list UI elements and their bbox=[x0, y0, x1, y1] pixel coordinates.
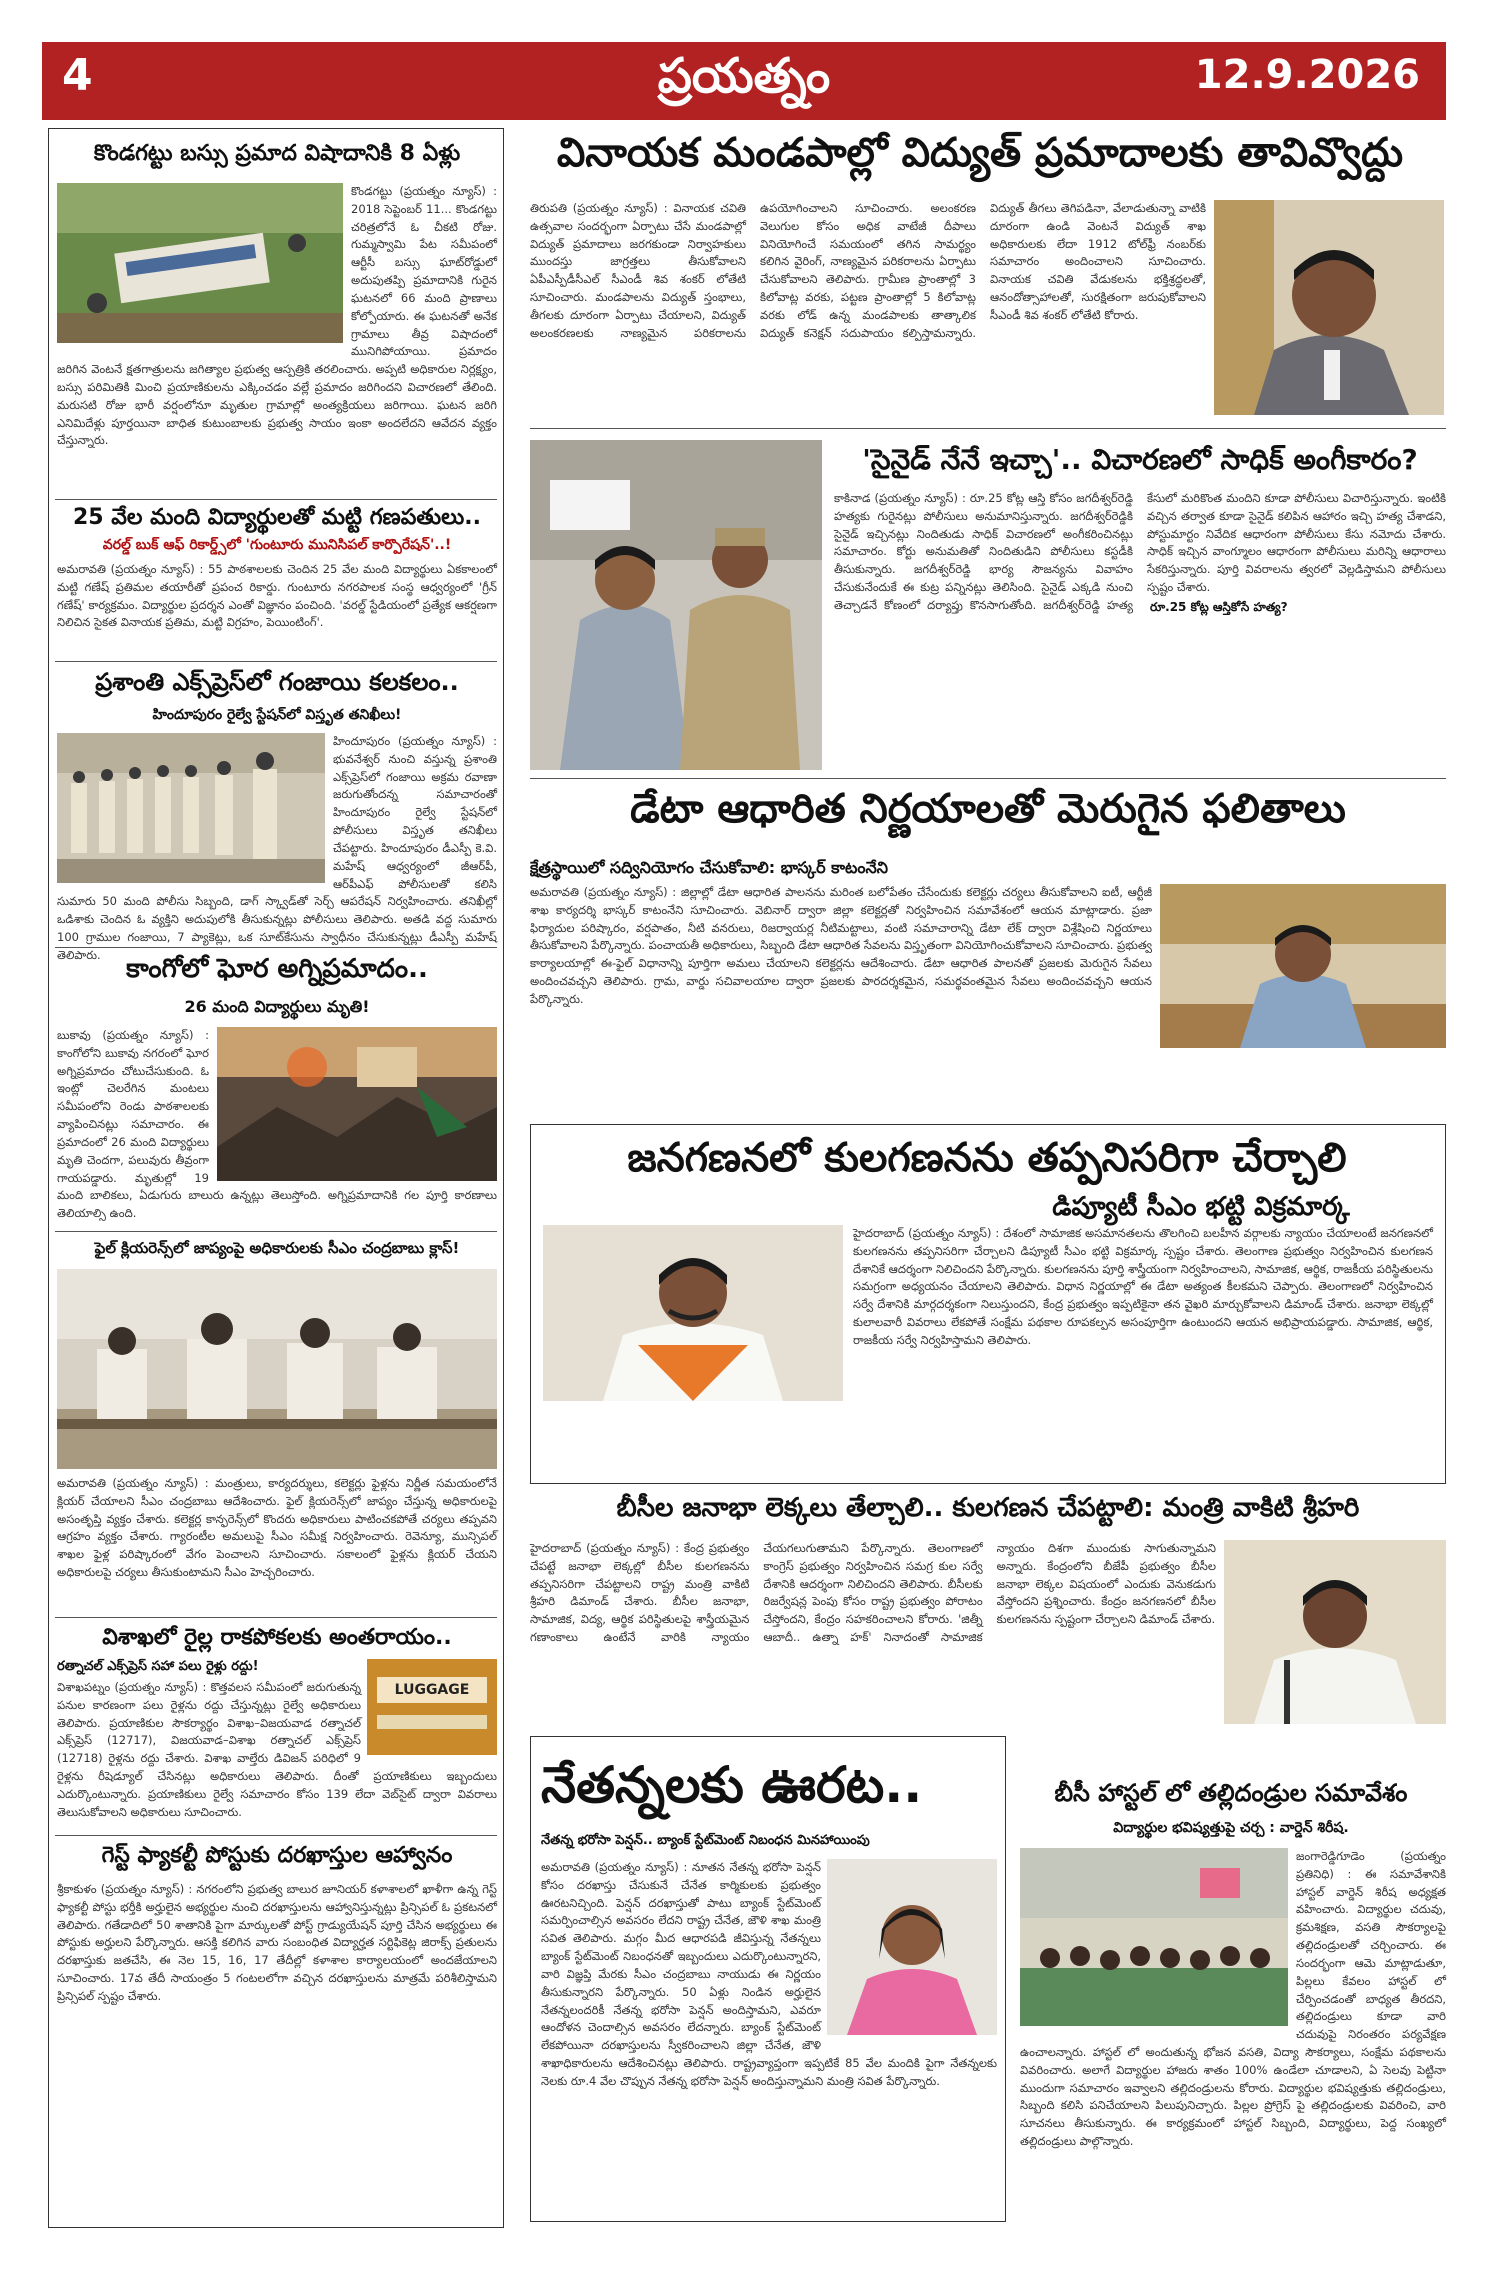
photo-cmd-portrait bbox=[1214, 200, 1444, 415]
luggage-sign-text: LUGGAGE bbox=[377, 1677, 487, 1703]
body-bc-hostel: జంగారెడ్డిగూడెం (ప్రయత్నం ప్రతినిధి) : ఈ సమావేశానికి హాస్టల్ వార్డెన్ శిరీష అధ్యక్షత వహించారు. విద్యార్థుల చదువు, క్రమశిక్షణ, వసతి సౌకర్యాలపై తల్లిదండ్రులతో చర్చించారు. ఈ సందర్భంగా ఆమె మాట్లాడుతూ, పిల్లలు కేవలం హాస్టల్ లో చేర్పించడంతో బాధ్యత తీరదని, తల్లిదండ్రులు కూడా వారి చదువుపై నిరంతరం పర్యవేక్షణ ఉంచాలన్నారు. హాస్టల్ లో అందుతున్న భోజన వసతి, విద్యా సౌకర్యాలు, సంక్షేమ పథకాలను వివరించారు. అలాగే విద్యార్థుల హాజరు శాతం 100% ఉండేలా చూడాలని, ఏ సెలవు పెట్టినా ముందుగా సమాచారం ఇవ్వాలని తల్లిదండ్రులను కోరారు. విద్యార్థుల భవిష్యత్తుకు తల్లిదండ్రులు, సిబ్బంది కలిసి పనిచేయాలని పిలుపునిచ్చారు. పిల్లల ప్రోగ్రెస్ పై తల్లిదండ్రులకు వివరించి, వారి సూచనలు తీసుకున్నారు. ఈ కార్యక్రమంలో హాస్టల్ సిబ్బంది, విద్యార్థులు, పెద్ద సంఖ్యలో తల్లిదండ్రులు పాల్గొన్నారు. bbox=[1020, 1849, 1446, 2148]
headline-clay-ganesha: 25 వేల మంది విద్యార్థులతో మట్టి గణపతులు.. bbox=[73, 505, 481, 530]
headline-kondagattu: కొండగట్టు బస్సు ప్రమాద విషాదానికి 8 ఏళ్లు bbox=[93, 141, 461, 166]
headline-weavers: నేతన్నలకు ఊరట.. bbox=[541, 1756, 923, 1814]
subhead-caste-census: డిప్యూటీ సీఎం భట్టి విక్రమార్క bbox=[1052, 1192, 1350, 1222]
body-file-clearance: అమరావతి (ప్రయత్నం న్యూస్) : మంత్రులు, కార్యదర్శులు, కలెక్టర్లు ఫైళ్లను నిర్ణీత సమయంలోనే క్లియర్ చేయాలని సీఎం చంద్రబాబు ఆదేశించారు. ఫైల్ క్లియరెన్స్‌లో జాప్యం చేస్తున్న అధికారులపై అసంతృప్తి వ్యక్తం చేశారు. కలెక్టర్ల కాన్ఫరెన్స్‌లో కొందరు అధికారులు పాటించకపోతే చర్యలు తప్పవని ఆగ్రహం వ్యక్తం చేశారు. గ్యారంటీల అమలుపై సీఎం సమీక్ష నిర్వహించారు. రెవెన్యూ, మున్సిపల్ శాఖల ఫైళ్ల పరిష్కారంలో వేగం పెంచాలని సూచించారు. సకాలంలో ఫైళ్లను క్లియర్ చేయని అధికారులపై చర్యలు తీసుకుంటామని సీఎం హెచ్చరించారు. bbox=[57, 1476, 497, 1580]
subhead-vizag-trains: రత్నాచల్ ఎక్స్‌ప్రెస్ సహా పలు రైళ్లు రద్దు! bbox=[57, 1659, 259, 1674]
headline-caste-census: జనగణనలో కులగణనను తప్పనిసరిగా చేర్చాలి bbox=[627, 1135, 1347, 1181]
headline-cyanide: 'సైనైడ్ నేనే ఇచ్చా'.. విచారణలో సాధిక్ అంగీకారం? bbox=[862, 443, 1418, 476]
photo-cm-meeting bbox=[57, 1269, 497, 1469]
subhead-bc-hostel: విద్యార్థుల భవిష్యత్తుపై చర్చ : వార్డెన్ శిరీష. bbox=[1113, 1820, 1349, 1836]
headline-ganja: ప్రశాంతి ఎక్స్‌ప్రెస్‌లో గంజాయి కలకలం.. bbox=[95, 668, 459, 696]
body-bc-census: హైదరాబాద్ (ప్రయత్నం న్యూస్) : కేంద్ర ప్రభుత్వం చేపట్టే జనాభా లెక్కల్లో బీసీల కులగణనను తప్పనిసరిగా చేపట్టాలని రాష్ట్ర మంత్రి వాకిటి శ్రీహరి డిమాండ్ చేశారు. బీసీల జనాభా, సామాజిక, విద్య, ఆర్థిక పరిస్థితులపై శాస్త్రీయమైన గణాంకాలు ఉంటేనే వారికి న్యాయం చేయగలుగుతామని పేర్కొన్నారు. తెలంగాణలో కాంగ్రెస్ ప్రభుత్వం నిర్వహించిన సమగ్ర కుల సర్వే దేశానికి ఆదర్శంగా నిలిచిందని తెలిపారు. బీసీలకు రిజర్వేషన్ల పెంపు కోసం రాష్ట్ర ప్రభుత్వం పోరాటం చేస్తోందని, కేంద్రం సహకరించాలని కోరారు. 'జిత్నీ ఆబాదీ.. ఉత్నా హక్' నినాదంతో సామాజిక న్యాయం దిశగా ముందుకు సాగుతున్నామని అన్నారు. కేంద్రంలోని బీజేపీ ప్రభుత్వం బీసీల జనాభా లెక్కల విషయంలో ఎందుకు వెనుకడుగు వేస్తోందని ప్రశ్నించారు. కేంద్రం జనగణనలో బీసీల కులగణనను స్పష్టంగా చేర్చాలని డిమాండ్ చేశారు. bbox=[530, 1541, 1216, 1645]
headline-data-decisions: డేటా ఆధారిత నిర్ణయాలతో మెరుగైన ఫలితాలు bbox=[630, 786, 1346, 832]
subhead-clay-ganesha: వరల్డ్ బుక్ ఆఫ్ రికార్డ్స్‌లో 'గుంటూరు మునిసిపల్ కార్పొరేషన్'..! bbox=[102, 537, 452, 553]
body-kondagattu: కొండగట్టు (ప్రయత్నం న్యూస్) : 2018 సెప్టెంబర్ 11... కొండగట్టు చరిత్రలోనే ఓ చీకటి రోజు. గుమ్మస్వామి పేట సమీపంలో ఆర్టీసీ బస్సు ఘాట్‌రోడ్డులో అదుపుతప్పి ప్రమాదానికి గురైన ఘటనలో 66 మంది ప్రాణాలు కోల్పోయారు. ఈ ఘటనతో అనేక గ్రామాలు తీవ్ర విషాదంలో మునిగిపోయాయి. ప్రమాదం జరిగిన వెంటనే క్షతగాత్రులను జగిత్యాల ప్రభుత్వ ఆస్పత్రికి తరలించారు. అప్పటి అధికారుల నిర్లక్ష్యం, బస్సు పరిమితికి మించి ప్రయాణికులను ఎక్కించడం వల్లే ప్రమాదం జరిగిందని విచారణలో తేలింది. మరుసటి రోజు భారీ వర్షంలోనూ మృతుల గ్రామాల్లో అంత్యక్రియలు జరిగాయి. ఘటన జరిగి ఎనిమిదేళ్లు పూర్తయినా బాధిత కుటుంబాలకు ప్రభుత్వ సాయం ఇంకా అందలేదని ఆవేదన వ్యక్తం చేస్తున్నారు. bbox=[57, 184, 497, 448]
photo-accused-police bbox=[530, 440, 822, 770]
issue-date: 12.9.2026 bbox=[1194, 52, 1420, 98]
body-guest-faculty: శ్రీకాకుళం (ప్రయత్నం న్యూస్) : నగరంలోని ప్రభుత్వ బాలుర జూనియర్ కళాశాలలో ఖాళీగా ఉన్న గెస్ట్ ఫ్యాకల్టీ పోస్టు భర్తీకి అర్హులైన అభ్యర్థుల నుంచి దరఖాస్తులను ఆహ్వానిస్తున్నట్లు ప్రిన్సిపల్ ఓ ప్రకటనలో తెలిపారు. గతేడాదిలో 50 శాతానికి పైగా మార్కులతో పోస్ట్ గ్రాడ్యుయేషన్ పూర్తి చేసిన అభ్యర్థులు ఈ పోస్టుకు అర్హులని పేర్కొన్నారు. ఆసక్తి కలిగిన వారు సంబంధిత విద్యార్హత సర్టిఫికెట్ల జిరాక్స్ ప్రతులను దరఖాస్తుకు జతచేసి, ఈ నెల 15, 16, 17 తేదీల్లో కళాశాల కార్యాలయంలో అందజేయాలని సూచించారు. 17వ తేదీ సాయంత్రం 5 గంటలలోగా వచ్చిన దరఖాస్తులను మాత్రమే పరిశీలిస్తామని ప్రిన్సిపల్ స్పష్టం చేశారు. bbox=[57, 1882, 497, 2003]
headline-guest-faculty: గెస్ట్ ఫ్యాకల్టీ పోస్టుకు దరఖాస్తుల ఆహ్వానం bbox=[101, 1843, 453, 1868]
page-number: 4 bbox=[62, 50, 93, 101]
photo-vakiti-srihari bbox=[1224, 1540, 1446, 1724]
body-congo-fire: బుకావు (ప్రయత్నం న్యూస్) : కాంగోలోని బుకావు నగరంలో ఘోర అగ్నిప్రమాదం చోటుచేసుకుంది. ఓ ఇంట్లో చెలరేగిన మంటలు సమీపంలోని రెండు పాఠశాలలకు వ్యాపించినట్లు సమాచారం. ఈ ప్రమాదంలో 26 మంది విద్యార్థులు మృతి చెందగా, పలువురు తీవ్రంగా గాయపడ్డారు. మృతుల్లో 19 మంది బాలికలు, ఏడుగురు బాలురు ఉన్నట్లు తెలుస్తోంది. అగ్నిప్రమాదానికి గల పూర్తి కారణాలు తెలియాల్సి ఉంది. bbox=[57, 1028, 497, 1221]
masthead bbox=[42, 42, 1446, 120]
body-vinayaka-electric: తిరుపతి (ప్రయత్నం న్యూస్) : వినాయక చవితి ఉత్సవాల సందర్భంగా ఏర్పాటు చేసే మండపాల్లో విద్యుత్ ప్రమాదాలు జరగకుండా నిర్వాహకులు ముందస్తు జాగ్రత్తలు తీసుకోవాలని ఏపీఎస్పీడీసీఎల్ సీఎండీ శివ శంకర్ లోతేటి సూచించారు. మండపాలను విద్యుత్ స్తంభాలు, తీగలకు దూరంగా ఏర్పాటు చేయాలని, విద్యుత్ అలంకరణలకు నాణ్యమైన పరికరాలను ఉపయోగించాలని సూచించారు. అలంకరణ వెలుగుల కోసం అధిక వాటేజీ దీపాలు వినియోగించే సమయంలో తగిన సామర్థ్యం కలిగిన వైరింగ్, నాణ్యమైన పరికరాలను ఏర్పాటు చేసుకోవాలని తెలిపారు. గ్రామీణ ప్రాంతాల్లో 3 కిలోవాట్ల వరకు, పట్టణ ప్రాంతాల్లో 5 కిలోవాట్ల వరకు లోడ్ ఉన్న మండపాలకు తాత్కాలిక విద్యుత్ కనెక్షన్ సదుపాయం కల్పిస్తామన్నారు. విద్యుత్ తీగలు తెగిపడినా, వేలాడుతున్నా వాటికి దూరంగా ఉండి వెంటనే విద్యుత్ శాఖ అధికారులకు లేదా 1912 టోల్‌ఫ్రీ నంబర్‌కు సమాచారం అందించాలని సూచించారు. వినాయక చవితి వేడుకలను భక్తిశ్రద్ధలతో, ఆనందోత్సాహాలతో, సురక్షితంగా జరుపుకోవాలని సీఎండీ శివ శంకర్ లోతేటి కోరారు. bbox=[530, 201, 1206, 340]
box-caste-census bbox=[530, 1124, 1446, 1484]
body-data-decisions: అమరావతి (ప్రయత్నం న్యూస్) : జిల్లాల్లో డేటా ఆధారిత పాలనను మరింత బలోపేతం చేసేందుకు కలెక్టర్లు చర్యలు తీసుకోవాలని ఐటీ, ఆర్టీజీ శాఖ కార్యదర్శి భాస్కర్ కాటంనేని సూచించారు. వెబినార్‌ ద్వారా జిల్లా కలెక్టర్లతో నిర్వహించిన సమావేశంలో ఆయన మాట్లాడారు. ప్రజా ఫిర్యాదుల పరిష్కారం, వర్షపాతం, నీటి వనరులు, రిజర్వాయర్ల నీటిమట్టాలు, వంటి సమాచారాన్ని డేటా లేక్ ద్వారా విశ్లేషించి నిర్ణయాలు తీసుకోవాలని పేర్కొన్నారు. పంచాయతీ అధికారులు, సిబ్బంది డేటా ఆధారిత సేవలను విస్తృతంగా వినియోగించుకోవాలని సూచించారు. ప్రభుత్వ కార్యాలయాల్లో ఈ-ఫైల్ విధానాన్ని పూర్తిగా అమలు చేయాలని కలెక్టర్లను ఆదేశించారు. డేటా ఆధారిత పాలనతో ప్రజలకు మెరుగైన సేవలు అందించవచ్చని తెలిపారు. గ్రామ, వార్డు సచివాలయాల ద్వారా ప్రజలకు పారదర్శకమైన, సమర్థవంతమైన సేవలు అందించవచ్చని ఆయన పేర్కొన్నారు. bbox=[530, 885, 1152, 1006]
subhead-congo-fire: 26 మంది విద్యార్థులు మృతి! bbox=[184, 997, 370, 1016]
subhead-data-decisions: క్షేత్రస్థాయిలో సద్వినియోగం చేసుకోవాలి: భాస్కర్ కాటంనేని bbox=[530, 858, 888, 877]
body-cyanide: కాకినాడ (ప్రయత్నం న్యూస్) : రూ.25 కోట్ల ఆస్తి కోసం జగదీశ్వర్‌రెడ్డి హత్యకు గురైనట్లు పోలీసులు అనుమానిస్తున్నారు. జగదీశ్వర్‌రెడ్డికి సైనైడ్ ఇచ్చినట్లు నిందితుడు సాధిక్ విచారణలో అంగీకరించినట్లు సమాచారం. కోర్టు అనుమతితో నిందితుడిని పోలీసులు కస్టడీకి తీసుకున్నారు. జగదీశ్వర్‌రెడ్డి భార్య సౌజన్యను వివాహం చేసుకునేందుకే ఈ కుట్ర పన్నినట్లు తెలిసింది. సైనైడ్ ఎక్కడి నుంచి తెచ్చాడనే కోణంలో దర్యాప్తు కొనసాగుతోంది. జగదీశ్వర్‌రెడ్డి హత్య కేసులో మరికొంత మందిని కూడా పోలీసులు విచారిస్తున్నారు. ఇంటికి వచ్చిన తర్వాత కూడా సైనైడ్ కలిపిన ఆహారం ఇచ్చి హత్య చేశాడని, పోస్టుమార్టం నివేదిక ఆధారంగా పోలీసులు కేసు నమోదు చేశారు. సాధిక్ ఇచ్చిన వాంగ్మూలం ఆధారంగా పోలీసులు మరిన్ని ఆధారాలు సేకరిస్తున్నారు. పూర్తి వివరాలను త్వరలో వెల్లడిస్తామని పోలీసులు స్పష్టం చేశారు. bbox=[834, 491, 1446, 612]
headline-vinayaka-electric: వినాయక మండపాల్లో విద్యుత్ ప్రమాదాలకు తావివ్వొద్దు bbox=[556, 130, 1404, 176]
box-cyanide-property: రూ.25 కోట్ల ఆస్తికోసే హత్య? bbox=[1150, 600, 1330, 620]
newspaper-name: ప్రయత్నం bbox=[657, 48, 831, 104]
left-column bbox=[48, 128, 504, 2228]
subhead-ganja: హిందూపురం రైల్వే స్టేషన్‌లో విస్తృత తనిఖీలు! bbox=[152, 707, 402, 723]
body-weavers: అమరావతి (ప్రయత్నం న్యూస్) : నూతన నేతన్న భరోసా పెన్షన్ కోసం దరఖాస్తు చేసుకునే చేనేత కార్మికులకు ప్రభుత్వం ఊరటనిచ్చింది. పెన్షన్ దరఖాస్తుతో పాటు బ్యాంక్ స్టేట్‌మెంట్ సమర్పించాల్సిన అవసరం లేదని రాష్ట్ర చేనేత, జౌళి శాఖ మంత్రి సవిత తెలిపారు. మగ్గం మీద ఆధారపడి జీవిస్తున్న నేతన్నలు బ్యాంక్ స్టేట్‌మెంట్ నిబంధనతో ఇబ్బందులు ఎదుర్కొంటున్నారని, వారి విజ్ఞప్తి మేరకు సీఎం చంద్రబాబు నాయుడు ఈ నిర్ణయం తీసుకున్నారని పేర్కొన్నారు. 50 ఏళ్లు నిండిన అర్హులైన నేతన్నలందరికీ నేతన్న భరోసా పెన్షన్ అందిస్తామని, ఎవరూ ఆందోళన చెందాల్సిన అవసరం లేదన్నారు. బ్యాంక్ స్టేట్‌మెంట్ లేకపోయినా దరఖాస్తులను స్వీకరించాలని జిల్లా చేనేత, జౌళి శాఖాధికారులను ఆదేశించినట్లు తెలిపారు. రాష్ట్రవ్యాప్తంగా ఇప్పటికే 85 వేల మందికి పైగా నేతన్నలకు నెలకు రూ.4 వేల చొప్పున నేతన్న భరోసా పెన్షన్ అందిస్తున్నామని మంత్రి సవిత పేర్కొన్నారు. bbox=[541, 1860, 997, 2088]
headline-bc-census: బీసీల జనాభా లెక్కలు తేల్చాలి.. కులగణన చేపట్టాలి: మంత్రి వాకిటి శ్రీహరి bbox=[616, 1493, 1360, 1523]
headline-congo-fire: కాంగోలో ఘోర అగ్నిప్రమాదం.. bbox=[126, 954, 428, 984]
body-clay-ganesha: అమరావతి (ప్రయత్నం న్యూస్) : 55 పాఠశాలలకు చెందిన 25 వేల మంది విద్యార్థులు ఏకకాలంలో మట్టి గణేష్ ప్రతిమల తయారీతో ప్రపంచ రికార్డు. గుంటూరు నగరపాలక సంస్థ ఆధ్వర్యంలో 'గ్రీన్ గణేష్' కార్యక్రమం. విద్యార్థుల ప్రదర్శన ఎంతో విజ్ఞానం పంచింది. 'వరల్డ్ స్టేడియంలో ప్రత్యేక ఆకర్షణగా నిలిచిన సైకత వినాయక ప్రతిమ, మట్టి విగ్రహం, పెయింటింగ్'. bbox=[57, 562, 497, 630]
headline-file-clearance: ఫైల్ క్లియరెన్స్‌లో జాప్యంపై అధికారులకు సీఎం చంద్రబాబు క్లాస్! bbox=[94, 1239, 460, 1257]
body-ganja: హిందూపురం (ప్రయత్నం న్యూస్) : భువనేశ్వర్ నుంచి వస్తున్న ప్రశాంతి ఎక్స్‌ప్రెస్‌లో గంజాయి అక్రమ రవాణా జరుగుతోందన్న సమాచారంతో హిందూపురం రైల్వే స్టేషన్‌లో పోలీసులు విస్తృత తనిఖీలు చేపట్టారు. హిందూపురం డీఎస్పీ కె.వి. మహేష్ ఆధ్వర్యంలో జీఆర్‌పీ, ఆర్‌పీఎఫ్ పోలీసులతో కలిసి సుమారు 50 మంది పోలీసు సిబ్బంది, డాగ్ స్క్వాడ్‌తో సెర్చ్ ఆపరేషన్ నిర్వహించారు. తనిఖీల్లో ఒడిశాకు చెందిన ఓ వ్యక్తిని అదుపులోకి తీసుకున్నట్లు పోలీసులు తెలిపారు. అతడి వద్ద సుమారు 100 గ్రాముల గంజాయి, 7 ప్యాకెట్లు, ఒక సూట్‌కేసును స్వాధీనం చేసుకున్నట్లు డీఎస్పీ మహేష్ తెలిపారు. bbox=[57, 734, 497, 962]
box-weavers bbox=[530, 1736, 1006, 2222]
body-vizag-trains: విశాఖపట్నం (ప్రయత్నం న్యూస్) : కొత్తవలస సమీపంలో జరుగుతున్న పనుల కారణంగా పలు రైళ్లను రద్దు చేస్తున్నట్లు రైల్వే అధికారులు తెలిపారు. ప్రయాణికుల సౌకర్యార్థం విశాఖ–విజయవాడ రత్నాచల్ ఎక్స్‌ప్రెస్ (12717), విజయవాడ–విశాఖ రత్నాచల్ ఎక్స్‌ప్రెస్ (12718) రైళ్లను రద్దు చేశారు. విశాఖ వాల్తేరు డివిజన్ పరిధిలో 9 రైళ్లను రీషెడ్యూల్ చేసినట్లు అధికారులు తెలిపారు. దీంతో ప్రయాణికులు ఇబ్బందులు ఎదుర్కొంటున్నారు. ప్రయాణికులు రైల్వే సమాచారం కోసం 139 లేదా వెబ్‌సైట్ ద్వారా వివరాలు తెలుసుకోవాలని అధికారులు సూచించారు. bbox=[57, 1680, 497, 1819]
subhead-weavers: నేతన్న భరోసా పెన్షన్.. బ్యాంక్ స్టేట్‌మెంట్ నిబంధన మినహాయింపు bbox=[541, 1833, 870, 1848]
body-caste-census: హైదరాబాద్ (ప్రయత్నం న్యూస్) : దేశంలో సామాజిక అసమానతలను తొలగించి బలహీన వర్గాలకు న్యాయం చేయాలంటే జనగణనలో కులగణనను తప్పనిసరిగా చేర్చాలని డిప్యూటీ సీఎం భట్టి విక్రమార్క స్పష్టం చేశారు. తెలంగాణ ప్రభుత్వం నిర్వహించిన కులగణన దేశానికే ఆదర్శంగా నిలిచిందని పేర్కొన్నారు. కులగణనను పూర్తి శాస్త్రీయంగా నిర్వహించాలని, సామాజిక, ఆర్థిక, రాజకీయ పరిస్థితులను సమగ్రంగా అధ్యయనం చేయాలని తెలిపారు. విధాన నిర్ణయాల్లో ఈ డేటా అత్యంత కీలకమని చెప్పారు. తెలంగాణలో నిర్వహించిన సర్వే దేశానికి మార్గదర్శకంగా నిలుస్తుందని, కేంద్ర ప్రభుత్వం ఇప్పటికైనా తన వైఖరి మార్చుకోవాలని డిమాండ్ చేశారు. జనాభా లెక్కల్లో కులాలవారీ వివరాలు లేకపోతే సంక్షేమ పథకాల రూపకల్పన అసంపూర్తిగా ఉంటుందని ఆయన అభిప్రాయపడ్డారు. సామాజిక, ఆర్థిక, రాజకీయ సర్వే నిర్వహిస్తామని తెలిపారు. bbox=[853, 1226, 1433, 1347]
headline-vizag-trains: విశాఖలో రైల్ల రాకపోకలకు అంతరాయం.. bbox=[102, 1625, 452, 1650]
headline-bc-hostel: బీసీ హాస్టల్ లో తల్లిదండ్రుల సమావేశం bbox=[1054, 1779, 1408, 1807]
